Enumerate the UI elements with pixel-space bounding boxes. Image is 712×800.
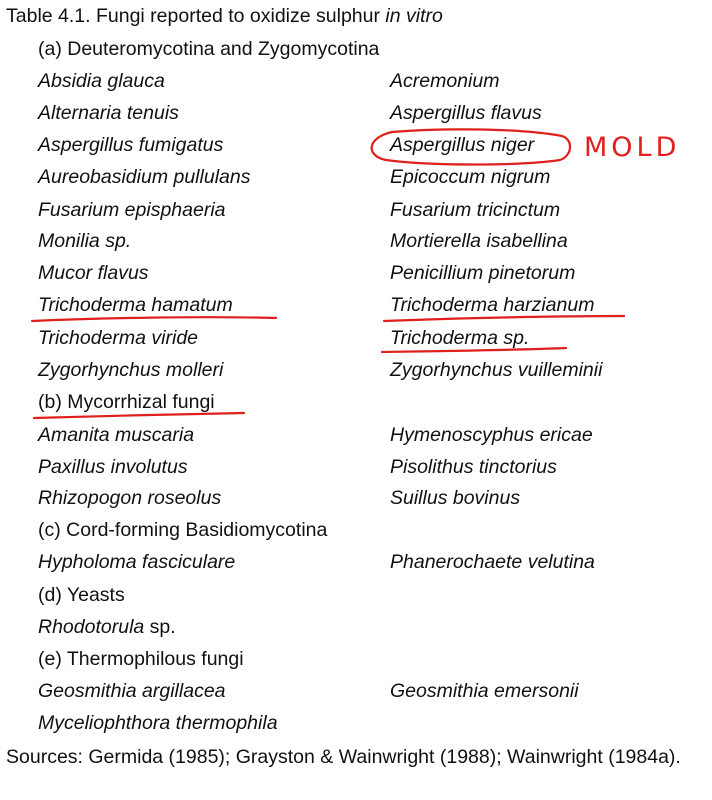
- species-trichoderma-harzianum: Trichoderma harzianum: [390, 294, 595, 316]
- species-aureobasidium-pullulans: Aureobasidium pullulans: [38, 166, 251, 188]
- table-title-italic: in vitro: [385, 5, 443, 27]
- species-aspergillus-flavus: Aspergillus flavus: [390, 102, 542, 124]
- species-geosmithia-argillacea: Geosmithia argillacea: [38, 680, 226, 702]
- species-rhodotorula-genus: Rhodotorula: [38, 616, 145, 638]
- species-fusarium-tricinctum: Fusarium tricinctum: [390, 199, 561, 221]
- species-mucor-flavus: Mucor flavus: [38, 262, 149, 284]
- species-pisolithus-tinctorius: Pisolithus tinctorius: [390, 456, 557, 478]
- table-title-text: Table 4.1. Fungi reported to oxidize sulphur: [6, 5, 386, 27]
- species-aspergillus-fumigatus: Aspergillus fumigatus: [38, 134, 224, 156]
- species-trichoderma-viride: Trichoderma viride: [38, 327, 199, 349]
- species-hymenoscyphus-ericae: Hymenoscyphus ericae: [390, 424, 593, 446]
- species-geosmithia-emersonii: Geosmithia emersonii: [390, 680, 579, 702]
- species-phanerochaete-velutina: Phanerochaete velutina: [390, 551, 595, 573]
- species-aspergillus-niger: Aspergillus niger: [390, 134, 535, 156]
- species-mortierella-isabellina: Mortierella isabellina: [390, 230, 568, 252]
- section-heading-c: (c) Cord-forming Basidiomycotina: [38, 519, 328, 541]
- handwritten-mold-label: MOLD: [584, 132, 681, 163]
- species-myceliophthora-thermophila: Myceliophthora thermophila: [38, 712, 278, 734]
- species-zygorhynchus-vuilleminii: Zygorhynchus vuilleminii: [390, 359, 603, 381]
- species-monilia-sp: Monilia sp.: [38, 230, 132, 252]
- section-heading-a: (a) Deuteromycotina and Zygomycotina: [38, 38, 380, 60]
- species-amanita-muscaria: Amanita muscaria: [38, 424, 195, 446]
- species-trichoderma-hamatum: Trichoderma hamatum: [38, 294, 233, 316]
- section-heading-d: (d) Yeasts: [38, 584, 125, 606]
- table-title: [6, 4, 443, 28]
- section-heading-e: (e) Thermophilous fungi: [38, 648, 244, 670]
- underline-trichoderma-hamatum: [32, 317, 276, 321]
- species-fusarium-episphaeria: Fusarium episphaeria: [38, 199, 226, 221]
- species-acremonium: Acremonium: [390, 70, 500, 92]
- species-rhizopogon-roseolus: Rhizopogon roseolus: [38, 487, 222, 509]
- section-heading-b: (b) Mycorrhizal fungi: [38, 391, 215, 413]
- species-absidia-glauca: Absidia glauca: [38, 70, 165, 92]
- table-sources: Sources: Germida (1985); Grayston & Wainwright (1988); Wainwright (1984a).: [6, 746, 681, 768]
- species-rhodotorula-suffix: sp.: [144, 616, 176, 638]
- species-alternaria-tenuis: Alternaria tenuis: [38, 102, 179, 124]
- species-epicoccum-nigrum: Epicoccum nigrum: [390, 166, 551, 188]
- species-suillus-bovinus: Suillus bovinus: [390, 487, 521, 509]
- species-hypholoma-fasciculare: Hypholoma fasciculare: [38, 551, 236, 573]
- species-rhodotorula: [38, 615, 176, 639]
- species-zygorhynchus-molleri: Zygorhynchus molleri: [38, 359, 224, 381]
- species-trichoderma-sp: Trichoderma sp.: [390, 327, 530, 349]
- species-paxillus-involutus: Paxillus involutus: [38, 456, 188, 478]
- species-penicillium-pinetorum: Penicillium pinetorum: [390, 262, 576, 284]
